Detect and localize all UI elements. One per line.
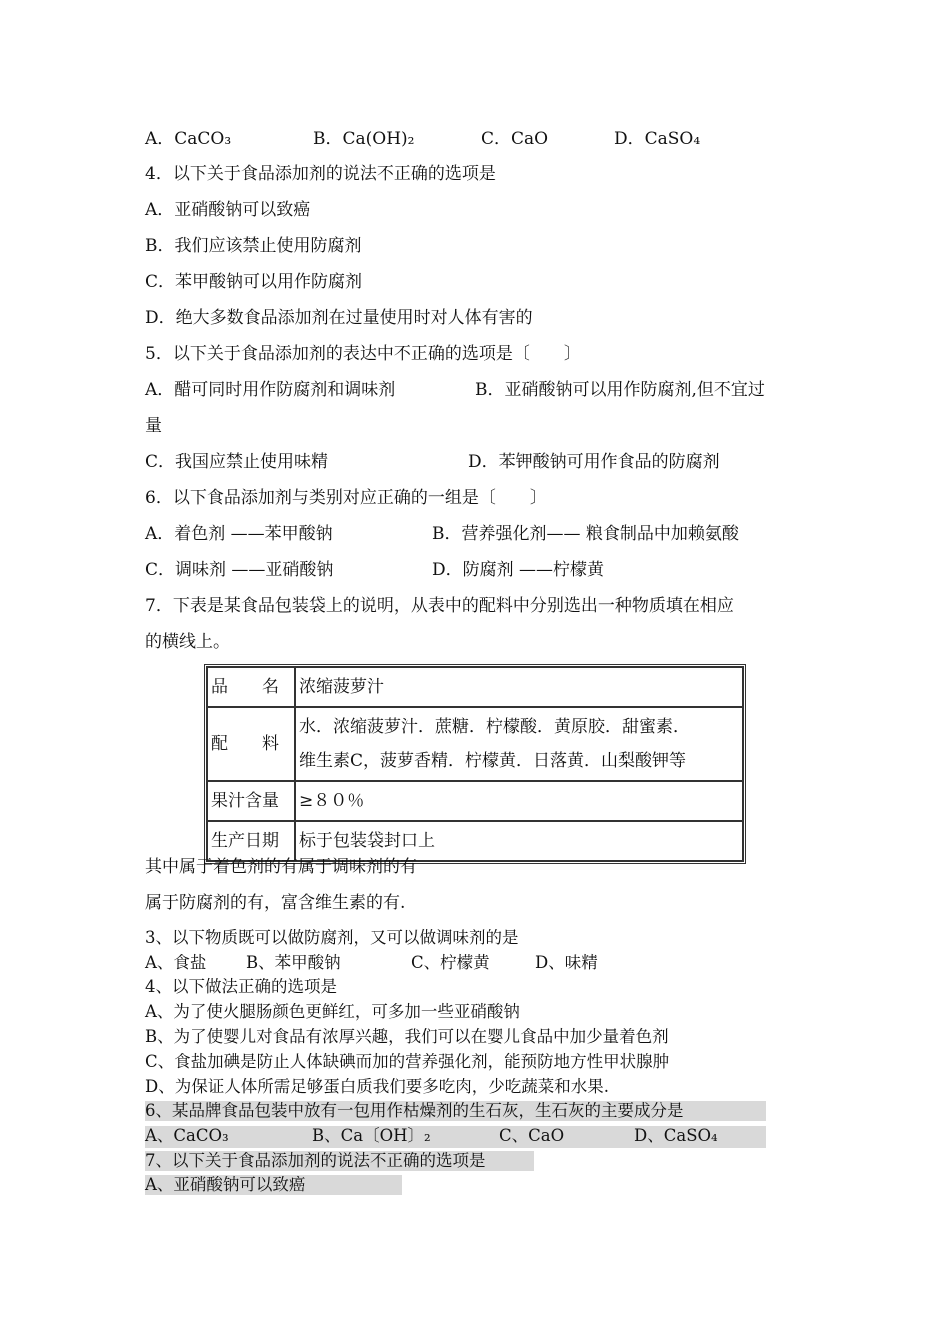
- ingredients-value: [295, 707, 743, 781]
- s2-q3-option-c: C、柠檬黄: [411, 953, 490, 972]
- q6-stem: 6．以下食品添加剂与类别对应正确的一组是〔 〕: [145, 488, 547, 508]
- production-date-value: 标于包装袋封口上: [295, 821, 743, 861]
- q7-answer-line-1: 其中属于着色剂的有属于调味剂的有: [145, 857, 417, 877]
- juice-content-label: 果汁含量: [207, 781, 295, 821]
- q4-option-a: A．亚硝酸钠可以致癌: [145, 200, 311, 220]
- s2-q3-option-b: B、苯甲酸钠: [246, 953, 341, 972]
- q5-stem: 5．以下关于食品添加剂的表达中不正确的选项是〔 〕: [145, 344, 581, 364]
- q7-answer-line-2: 属于防腐剂的有，富含维生素的有.: [145, 893, 406, 913]
- s2-q3-option-d: D、味精: [535, 953, 598, 972]
- s2-q4-option-b: B、为了使婴儿对食品有浓厚兴趣，我们可以在婴儿食品中加少量着色剂: [145, 1027, 669, 1046]
- table-row: [207, 707, 743, 781]
- product-info-table: [204, 664, 746, 864]
- q4-option-c: C．苯甲酸钠可以用作防腐剂: [145, 272, 363, 292]
- production-date-label: 生产日期: [207, 821, 295, 861]
- q7-stem-line-1: 7．下表是某食品包装袋上的说明，从表中的配料中分别选出一种物质填在相应: [145, 596, 734, 616]
- ingredients-line-1: 水．浓缩菠萝汁．蔗糖．柠檬酸．黄原胶．甜蜜素．: [299, 717, 690, 737]
- q4-option-d: D．绝大多数食品添加剂在过量使用时对人体有害的: [145, 308, 533, 328]
- s2-q7-stem: 7、以下关于食品添加剂的说法不正确的选项是: [145, 1151, 534, 1171]
- s2-q6-option-a: A、CaCO₃: [145, 1126, 229, 1145]
- q4-stem: 4．以下关于食品添加剂的说法不正确的选项是: [145, 164, 496, 184]
- q5-option-c: C．我国应禁止使用味精: [145, 452, 329, 472]
- q5-option-a: A．醋可同时用作防腐剂和调味剂: [145, 380, 396, 400]
- q3-option-d: D．CaSO₄: [614, 129, 701, 149]
- q6-option-d: D．防腐剂 ——柠檬黄: [432, 560, 605, 580]
- s2-q3-stem: 3、以下物质既可以做防腐剂，又可以做调味剂的是: [145, 928, 519, 947]
- q7-stem-line-2: 的横线上。: [145, 632, 230, 652]
- q3-option-a: A．CaCO₃: [145, 129, 232, 149]
- q5-option-b: B．亚硝酸钠可以用作防腐剂,但不宜过: [475, 380, 765, 400]
- q4-option-b: B．我们应该禁止使用防腐剂: [145, 236, 362, 256]
- s2-q6-option-c: C、CaO: [499, 1126, 565, 1145]
- product-name-label: 品 名: [207, 667, 295, 707]
- q6-option-b: B．营养强化剂—— 粮食制品中加赖氨酸: [432, 524, 739, 544]
- q5-option-d: D．苯钾酸钠可用作食品的防腐剂: [468, 452, 720, 472]
- s2-q4-stem: 4、以下做法正确的选项是: [145, 977, 337, 996]
- q6-option-a: A．着色剂 ——苯甲酸钠: [145, 524, 333, 544]
- product-name-value: 浓缩菠萝汁: [295, 667, 743, 707]
- s2-q7-option-a: A、亚硝酸钠可以致癌: [145, 1175, 402, 1195]
- s2-q6-option-b: B、Ca〔OH〕₂: [312, 1126, 431, 1145]
- s2-q6-stem: 6、某品牌食品包装中放有一包用作枯燥剂的生石灰，生石灰的主要成分是: [145, 1101, 766, 1121]
- s2-q3-option-a: A、食盐: [145, 953, 207, 972]
- s2-q4-option-c: C、食盐加碘是防止人体缺碘而加的营养强化剂，能预防地方性甲状腺肿: [145, 1052, 670, 1071]
- s2-q4-option-a: A、为了使火腿肠颜色更鲜红，可多加一些亚硝酸钠: [145, 1002, 520, 1021]
- s2-q6-option-d: D、CaSO₄: [634, 1126, 718, 1145]
- q3-option-c: C．CaO: [481, 129, 549, 149]
- q6-option-c: C．调味剂 ——亚硝酸钠: [145, 560, 334, 580]
- table-row: [207, 667, 743, 707]
- s2-q4-option-d: D、为保证人体所需足够蛋白质我们要多吃肉，少吃蔬菜和水果.: [145, 1077, 609, 1096]
- q5-option-b-continued: 量: [145, 416, 162, 436]
- table-row: [207, 781, 743, 821]
- table-row: [207, 821, 743, 861]
- s2-q6-options-row: [145, 1126, 766, 1148]
- ingredients-line-2: 维生素C，菠萝香精．柠檬黄．日落黄．山梨酸钾等: [299, 751, 687, 771]
- ingredients-label: 配 料: [207, 707, 295, 781]
- juice-content-value: ≥８０％: [295, 781, 743, 821]
- q3-option-b: B．Ca(OH)₂: [313, 129, 415, 149]
